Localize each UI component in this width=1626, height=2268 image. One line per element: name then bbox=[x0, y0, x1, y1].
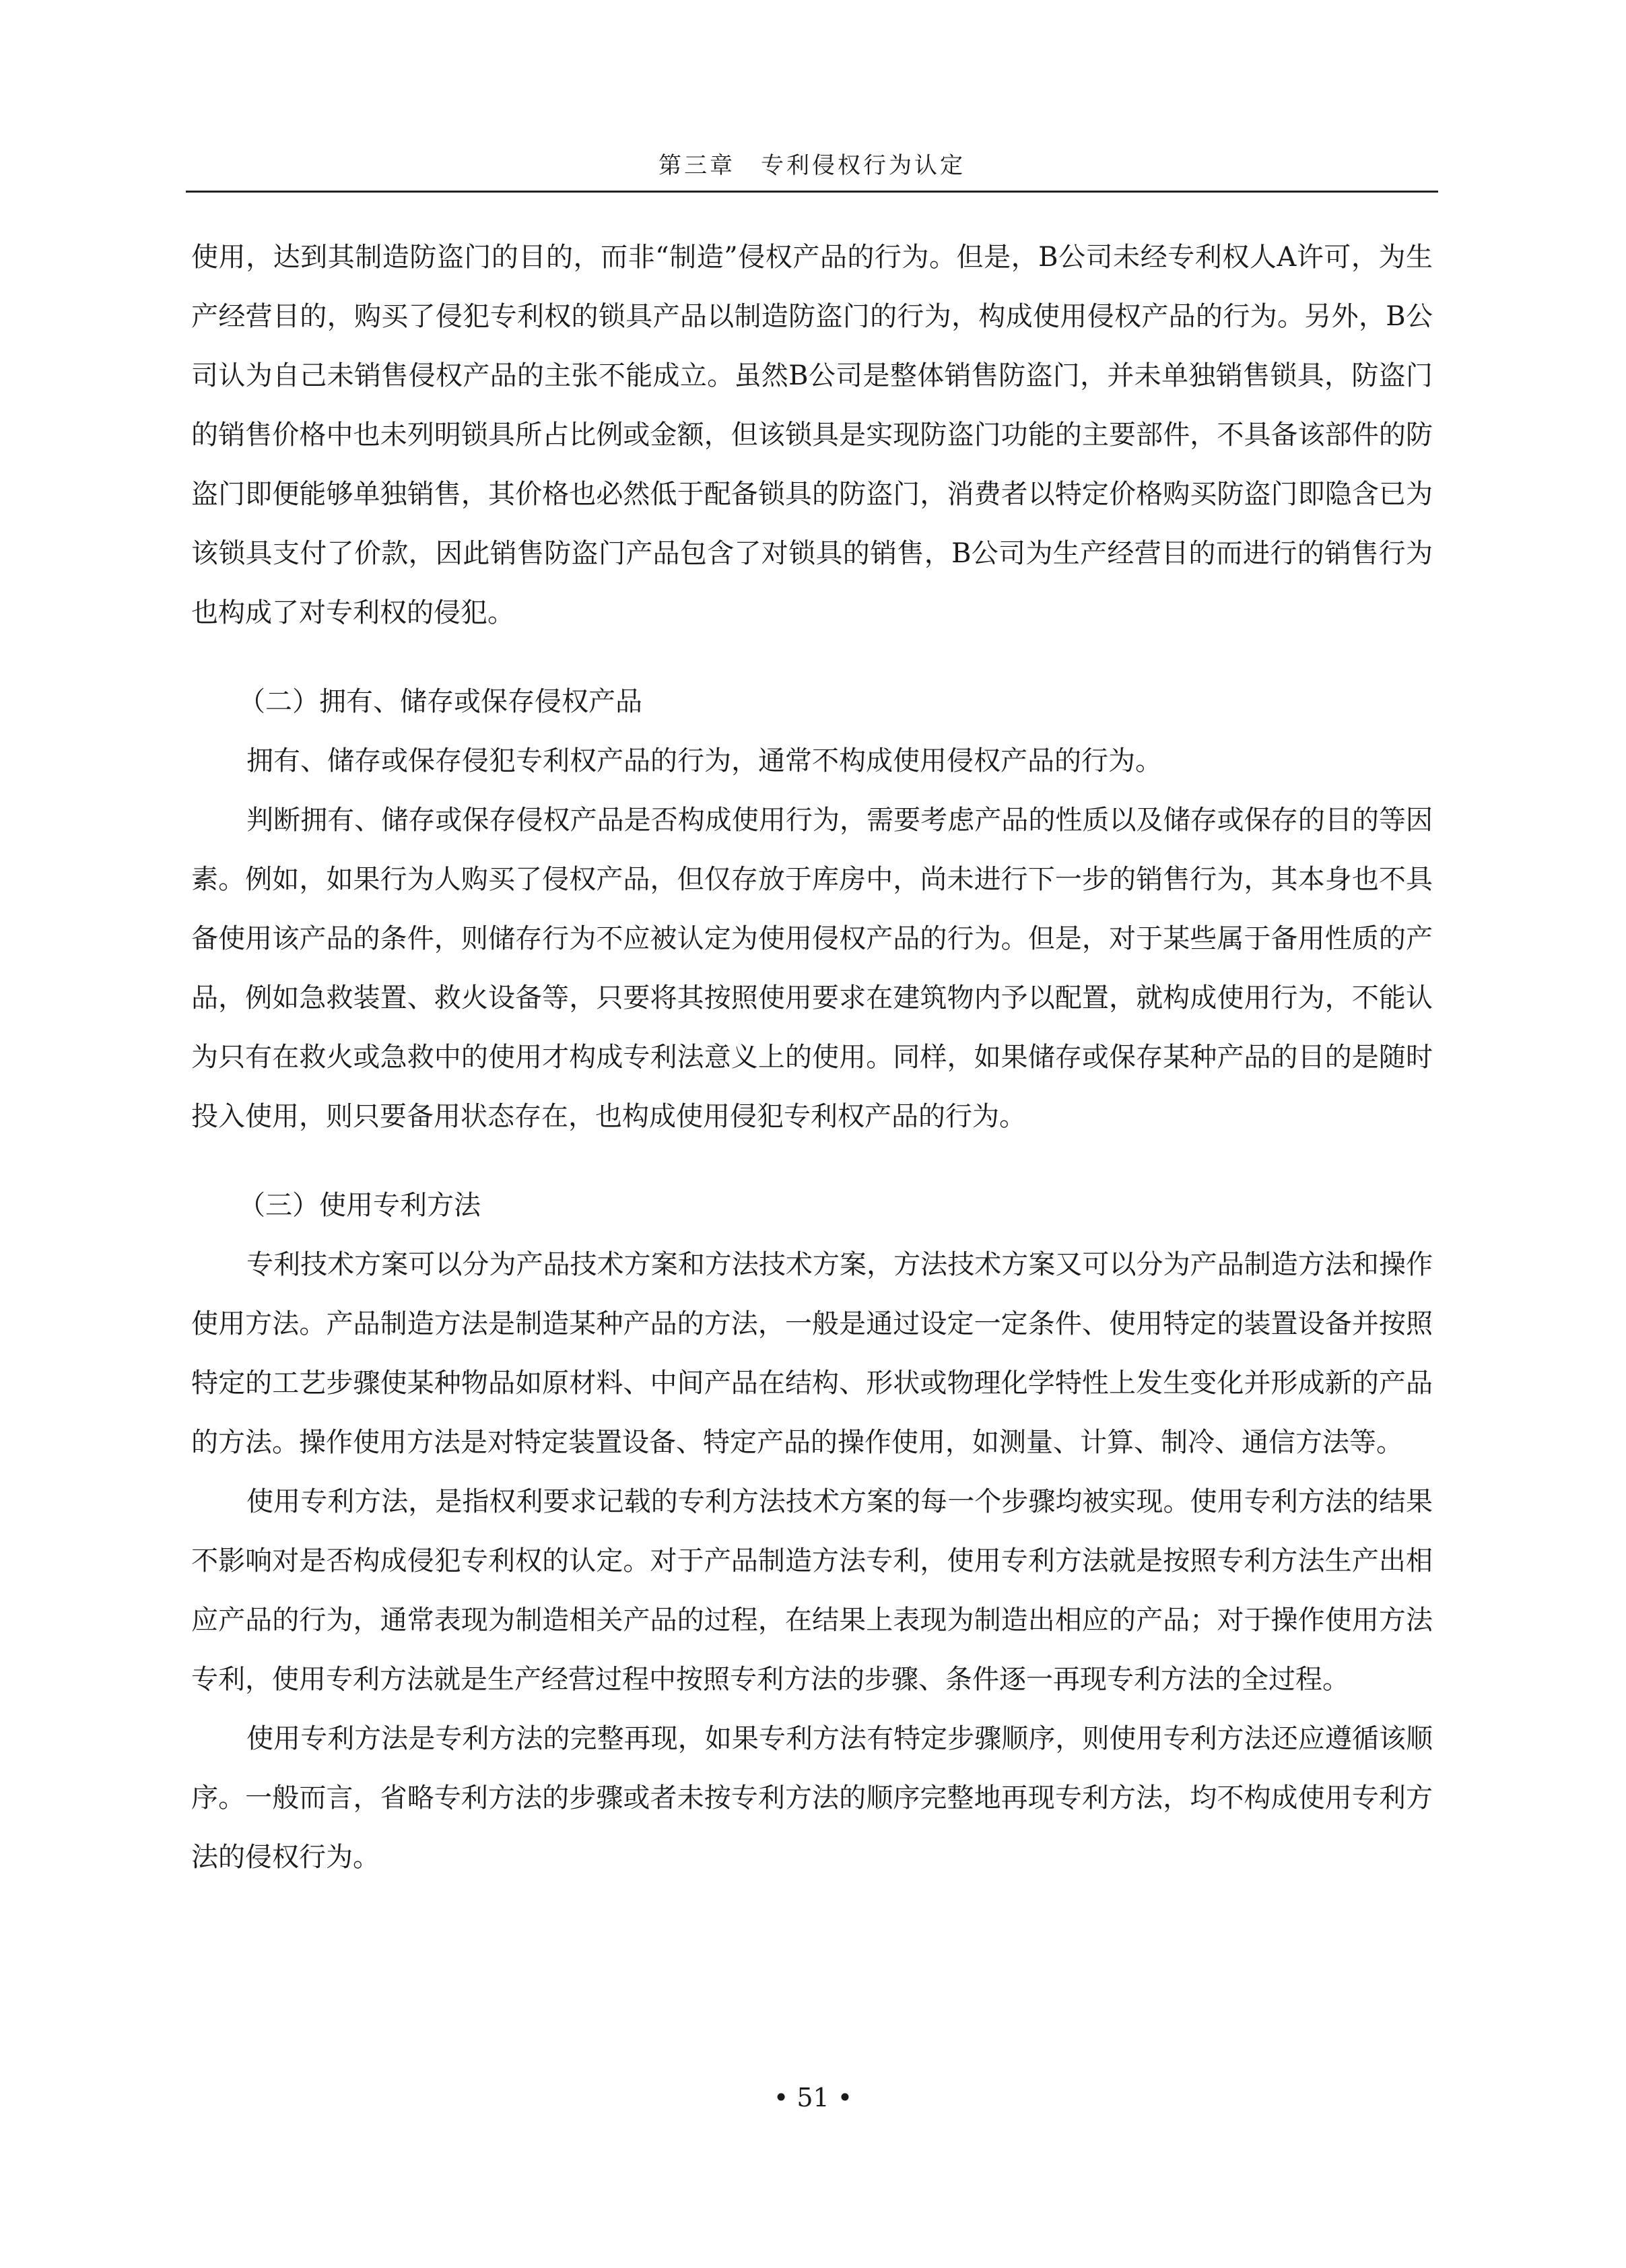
section-heading-method-use: （三）使用专利方法 bbox=[238, 1190, 481, 1221]
paragraph-possession-rule: 拥有、储存或保存侵犯专利权产品的行为，通常不构成使用侵权产品的行为。 bbox=[246, 745, 1162, 776]
section-heading-possession: （二）拥有、储存或保存侵权产品 bbox=[238, 686, 642, 717]
paragraph-possession-analysis: 判断拥有、储存或保存侵权产品是否构成使用行为，需要考虑产品的性质以及储存或保存的目的等因素。例如，如果行为人购买了侵权产品，但仅存放于库房中，尚未进行下一步的销售行为，其本身也不具备使用该产品的条件，则储存行为不应被认定为使用侵权产品的行为。但是，对于某些属于备用性质的产品，例如急救装置、救火设备等，只要将其按照使用要求在建筑物内予以配置，就构成使用行为，不能认为只有在救火或急救中的使用才构成专利法意义上的使用。同样，如果储存或保存某种产品的目的是随时投入使用，则只要备用状态存在，也构成使用侵犯专利权产品的行为。 bbox=[191, 805, 1433, 1132]
paragraph-case-continuation: 使用，达到其制造防盗门的目的，而非“制造”侵权产品的行为。但是，B公司未经专利权人A许可，为生产经营目的，购买了侵犯专利权的锁具产品以制造防盗门的行为，构成使用侵权产品的行为。另外，B公司认为自己未销售侵权产品的主张不能成立。虽然B公司是整体销售防盗门，并未单独销售锁具，防盗门的销售价格中也未列明锁具所占比例或金额，但该锁具是实现防盗门功能的主要部件，不具备该部件的防盗门即便能够单独销售，其价格也必然低于配备锁具的防盗门，消费者以特定价格购买防盗门即隐含已为该锁具支付了价款，因此销售防盗门产品包含了对锁具的销售，B公司为生产经营目的而进行的销售行为也构成了对专利权的侵犯。 bbox=[191, 242, 1433, 628]
paragraph-method-types: 专利技术方案可以分为产品技术方案和方法技术方案，方法技术方案又可以分为产品制造方法和操作使用方法。产品制造方法是制造某种产品的方法，一般是通过设定一定条件、使用特定的装置设备并按照特定的工艺步骤使某种物品如原材料、中间产品在结构、形状或物理化学特性上发生变化并形成新的产品的方法。操作使用方法是对特定装置设备、特定产品的操作使用，如测量、计算、制冷、通信方法等。 bbox=[191, 1249, 1433, 1458]
running-head-title: 第三章 专利侵权行为认定 bbox=[658, 152, 966, 179]
page-body bbox=[191, 228, 1433, 1887]
paragraph-method-step-order: 使用专利方法是专利方法的完整再现，如果专利方法有特定步骤顺序，则使用专利方法还应遵循该顺序。一般而言，省略专利方法的步骤或者未按专利方法的顺序完整地再现专利方法，均不构成使用专利方法的侵权行为。 bbox=[191, 1723, 1433, 1873]
header-rule bbox=[186, 191, 1438, 193]
paragraph-method-use-definition: 使用专利方法，是指权利要求记载的专利方法技术方案的每一个步骤均被实现。使用专利方法的结果不影响对是否构成侵犯专利权的认定。对于产品制造方法专利，使用专利方法就是按照专利方法生产出相应产品的行为，通常表现为制造相关产品的过程，在结果上表现为制造出相应的产品；对于操作使用方法专利，使用专利方法就是生产经营过程中按照专利方法的步骤、条件逐一再现专利方法的全过程。 bbox=[191, 1486, 1433, 1695]
page-number: • 51 • bbox=[773, 2083, 853, 2112]
